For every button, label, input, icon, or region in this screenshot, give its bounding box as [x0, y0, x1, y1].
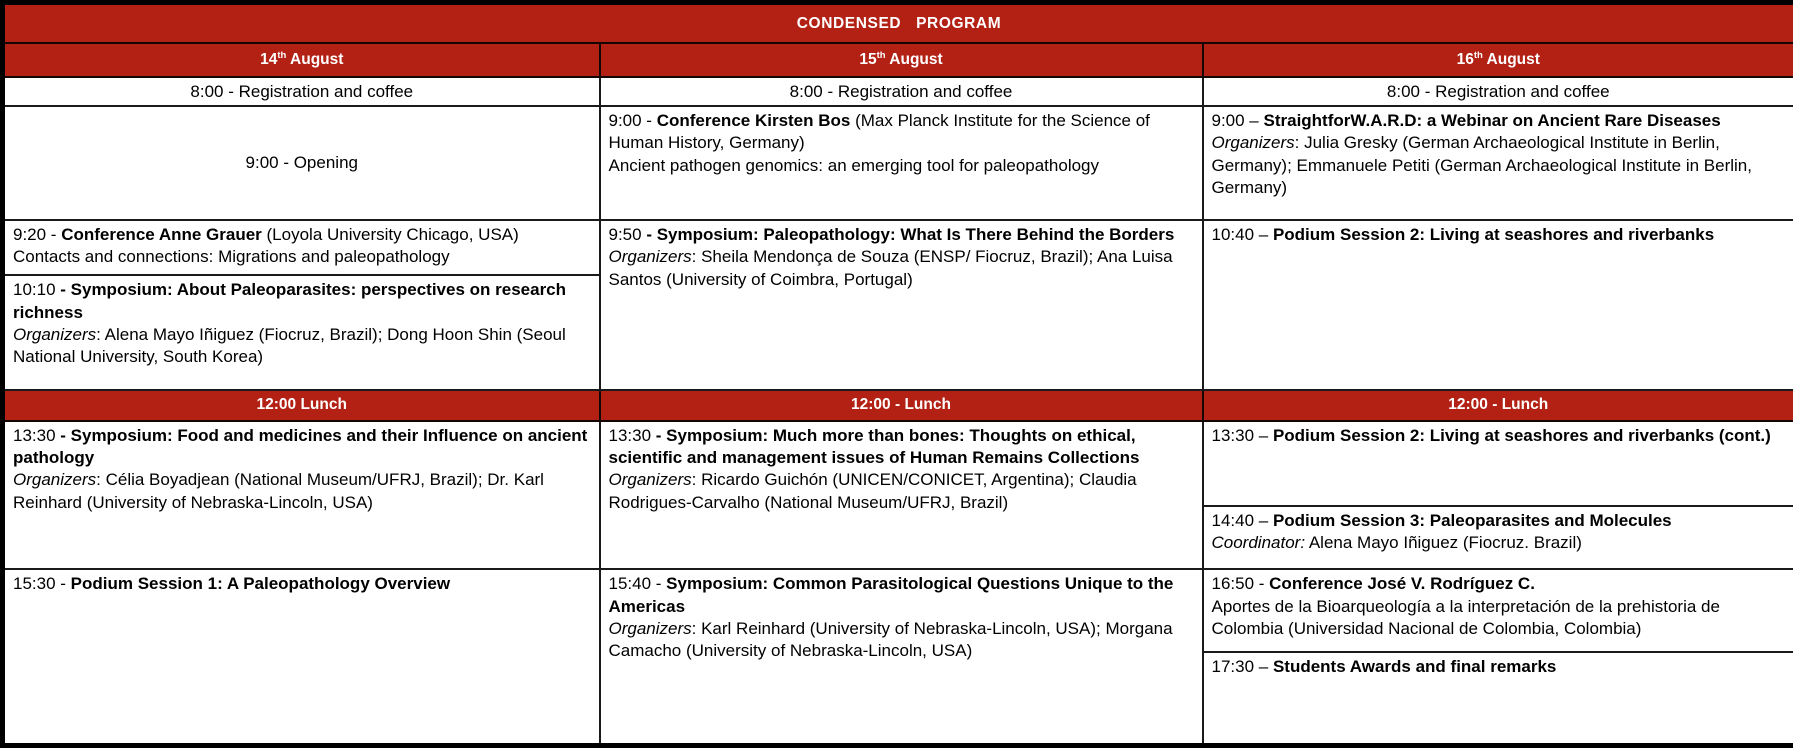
organizers-label: Organizers	[13, 470, 97, 490]
cell-straightforward-webinar	[1203, 106, 1793, 220]
event-affiliation: (Loyola University Chicago, USA)	[261, 224, 519, 244]
cell-symposium-food-medicines	[3, 421, 600, 570]
coordinator-label: Coordinator:	[1211, 533, 1306, 553]
date-day: 14	[260, 51, 278, 69]
page-title: CONDENSED PROGRAM	[3, 3, 1793, 44]
date-ordinal: th	[1473, 50, 1483, 62]
date-ordinal: th	[277, 50, 287, 62]
event-title: Conference José V. Rodríguez C.	[1269, 574, 1535, 594]
event-title: StraightforW.A.R.D: a Webinar on Ancient Rare Diseases	[1263, 110, 1721, 130]
mid-morning-row-a	[3, 220, 1793, 275]
date-header-16-august	[1203, 43, 1793, 77]
event-time: 13:30	[13, 425, 61, 445]
event-time: 16:50 -	[1211, 574, 1270, 594]
event-title: - Symposium: About Paleoparasites: perspectives on research richness	[13, 280, 567, 322]
organizers-names: : Alena Mayo Iñiguez (Fiocruz, Brazil); Dong Hoon Shin (Seoul National University, South Korea)	[13, 324, 566, 367]
cell-registration-day14: 8:00 - Registration and coffee	[3, 77, 600, 106]
event-title: Podium Session 1: A Paleopathology Overview	[70, 574, 451, 594]
event-time: 15:40 -	[608, 574, 667, 594]
cell-symposium-americas	[600, 569, 1203, 745]
event-time: 10:40 –	[1211, 224, 1273, 244]
date-day: 16	[1456, 51, 1474, 69]
event-time: 9:00 -	[608, 110, 657, 130]
registration-row	[3, 77, 1793, 106]
date-day: 15	[859, 51, 877, 69]
event-time: 9:00 –	[1211, 110, 1264, 130]
title-row	[3, 3, 1793, 44]
date-header-15-august	[600, 43, 1203, 77]
cell-symposium-behind-borders	[600, 220, 1203, 390]
cell-lunch-day14: 12:00 Lunch	[3, 390, 600, 421]
event-subtitle: Aportes de la Bioarqueología a la interpretación de la prehistoria de Colombia (Universidad Nacional de Colombia, Colombia)	[1211, 596, 1720, 639]
event-subtitle: Contacts and connections: Migrations and paleopathology	[13, 247, 450, 267]
organizers-label: Organizers	[1211, 133, 1295, 153]
cell-symposium-human-remains	[600, 421, 1203, 570]
coordinator-name: Alena Mayo Iñiguez (Fiocruz. Brazil)	[1305, 533, 1582, 553]
event-title: Conference Anne Grauer	[61, 224, 262, 244]
cell-podium-session-2	[1203, 220, 1793, 390]
cell-podium-session-3	[1203, 506, 1793, 570]
organizers-names: : Julia Gresky (German Archaeological Institute in Berlin, Germany); Emmanuele Petiti (German Archaeological Institute in Berlin, Germany)	[1211, 133, 1752, 198]
event-time: 17:30 –	[1211, 657, 1273, 677]
event-affiliation: (Max Planck Institute for the Science of Human History, Germany)	[608, 110, 1150, 153]
event-time: 9:50	[608, 224, 647, 244]
event-title: Podium Session 2: Living at seashores and riverbanks (cont.)	[1272, 425, 1771, 445]
event-title: Podium Session 3: Paleoparasites and Molecules	[1272, 510, 1672, 530]
organizers-names: : Sheila Mendonça de Souza (ENSP/ Fiocruz, Brazil); Ana Luisa Santos (University of Coimbra, Portugal)	[608, 247, 1173, 289]
cell-symposium-paleoparasites	[3, 275, 600, 390]
cell-opening: 9:00 - Opening	[3, 106, 600, 220]
cell-lunch-day16: 12:00 - Lunch	[1203, 390, 1793, 421]
cell-lunch-day15: 12:00 - Lunch	[600, 390, 1203, 421]
date-month: August	[885, 51, 943, 69]
event-title: Symposium: Common Parasitological Questions Unique to the Americas	[608, 574, 1174, 616]
cell-registration-day16: 8:00 - Registration and coffee	[1203, 77, 1793, 106]
event-title: Students Awards and final remarks	[1272, 657, 1557, 677]
cell-conference-rodriguez	[1203, 569, 1793, 652]
cell-podium-session-1	[3, 569, 600, 745]
afternoon-row-a	[3, 421, 1793, 506]
cell-conference-kirsten-bos	[600, 106, 1203, 220]
date-month: August	[1482, 51, 1540, 69]
lunch-row	[3, 390, 1793, 421]
date-ordinal: th	[876, 50, 886, 62]
cell-conference-anne-grauer	[3, 220, 600, 275]
organizers-label: Organizers	[608, 247, 692, 267]
organizers-label: Organizers	[608, 619, 692, 639]
event-time: 10:10	[13, 280, 61, 300]
date-header-14-august	[3, 43, 600, 77]
cell-podium-session-2-cont	[1203, 421, 1793, 506]
organizers-names: : Célia Boyadjean (National Museum/UFRJ, Brazil); Dr. Karl Reinhard (University of Nebraska-Lincoln, USA)	[13, 470, 544, 512]
event-time: 13:30	[608, 425, 656, 445]
cell-students-awards	[1203, 652, 1793, 745]
event-title: - Symposium: Paleopathology: What Is There Behind the Borders	[646, 224, 1175, 244]
date-month: August	[286, 51, 344, 69]
nine-oclock-row	[3, 106, 1793, 220]
cell-registration-day15: 8:00 - Registration and coffee	[600, 77, 1203, 106]
event-time: 9:20 -	[13, 224, 62, 244]
organizers-names: : Ricardo Guichón (UNICEN/CONICET, Argentina); Claudia Rodrigues-Carvalho (National Museum/UFRJ, Brazil)	[608, 470, 1137, 512]
event-title: - Symposium: Much more than bones: Thoughts on ethical, scientific and management issues of Human Remains Collections	[608, 425, 1140, 467]
organizers-names: : Karl Reinhard (University of Nebraska-Lincoln, USA); Morgana Camacho (University of Nebraska-Lincoln, USA)	[608, 619, 1173, 661]
event-time: 15:30 -	[13, 574, 71, 594]
date-header-row	[3, 43, 1793, 77]
event-title: Podium Session 2: Living at seashores and riverbanks	[1272, 224, 1715, 244]
event-subtitle: Ancient pathogen genomics: an emerging tool for paleopathology	[608, 155, 1100, 175]
organizers-label: Organizers	[608, 470, 692, 490]
event-title: Conference Kirsten Bos	[656, 110, 851, 130]
event-time: 13:30 –	[1211, 425, 1273, 445]
event-time: 14:40 –	[1211, 510, 1273, 530]
late-afternoon-row-a	[3, 569, 1793, 652]
event-title: - Symposium: Food and medicines and their Influence on ancient pathology	[13, 425, 588, 467]
organizers-label: Organizers	[13, 324, 97, 344]
